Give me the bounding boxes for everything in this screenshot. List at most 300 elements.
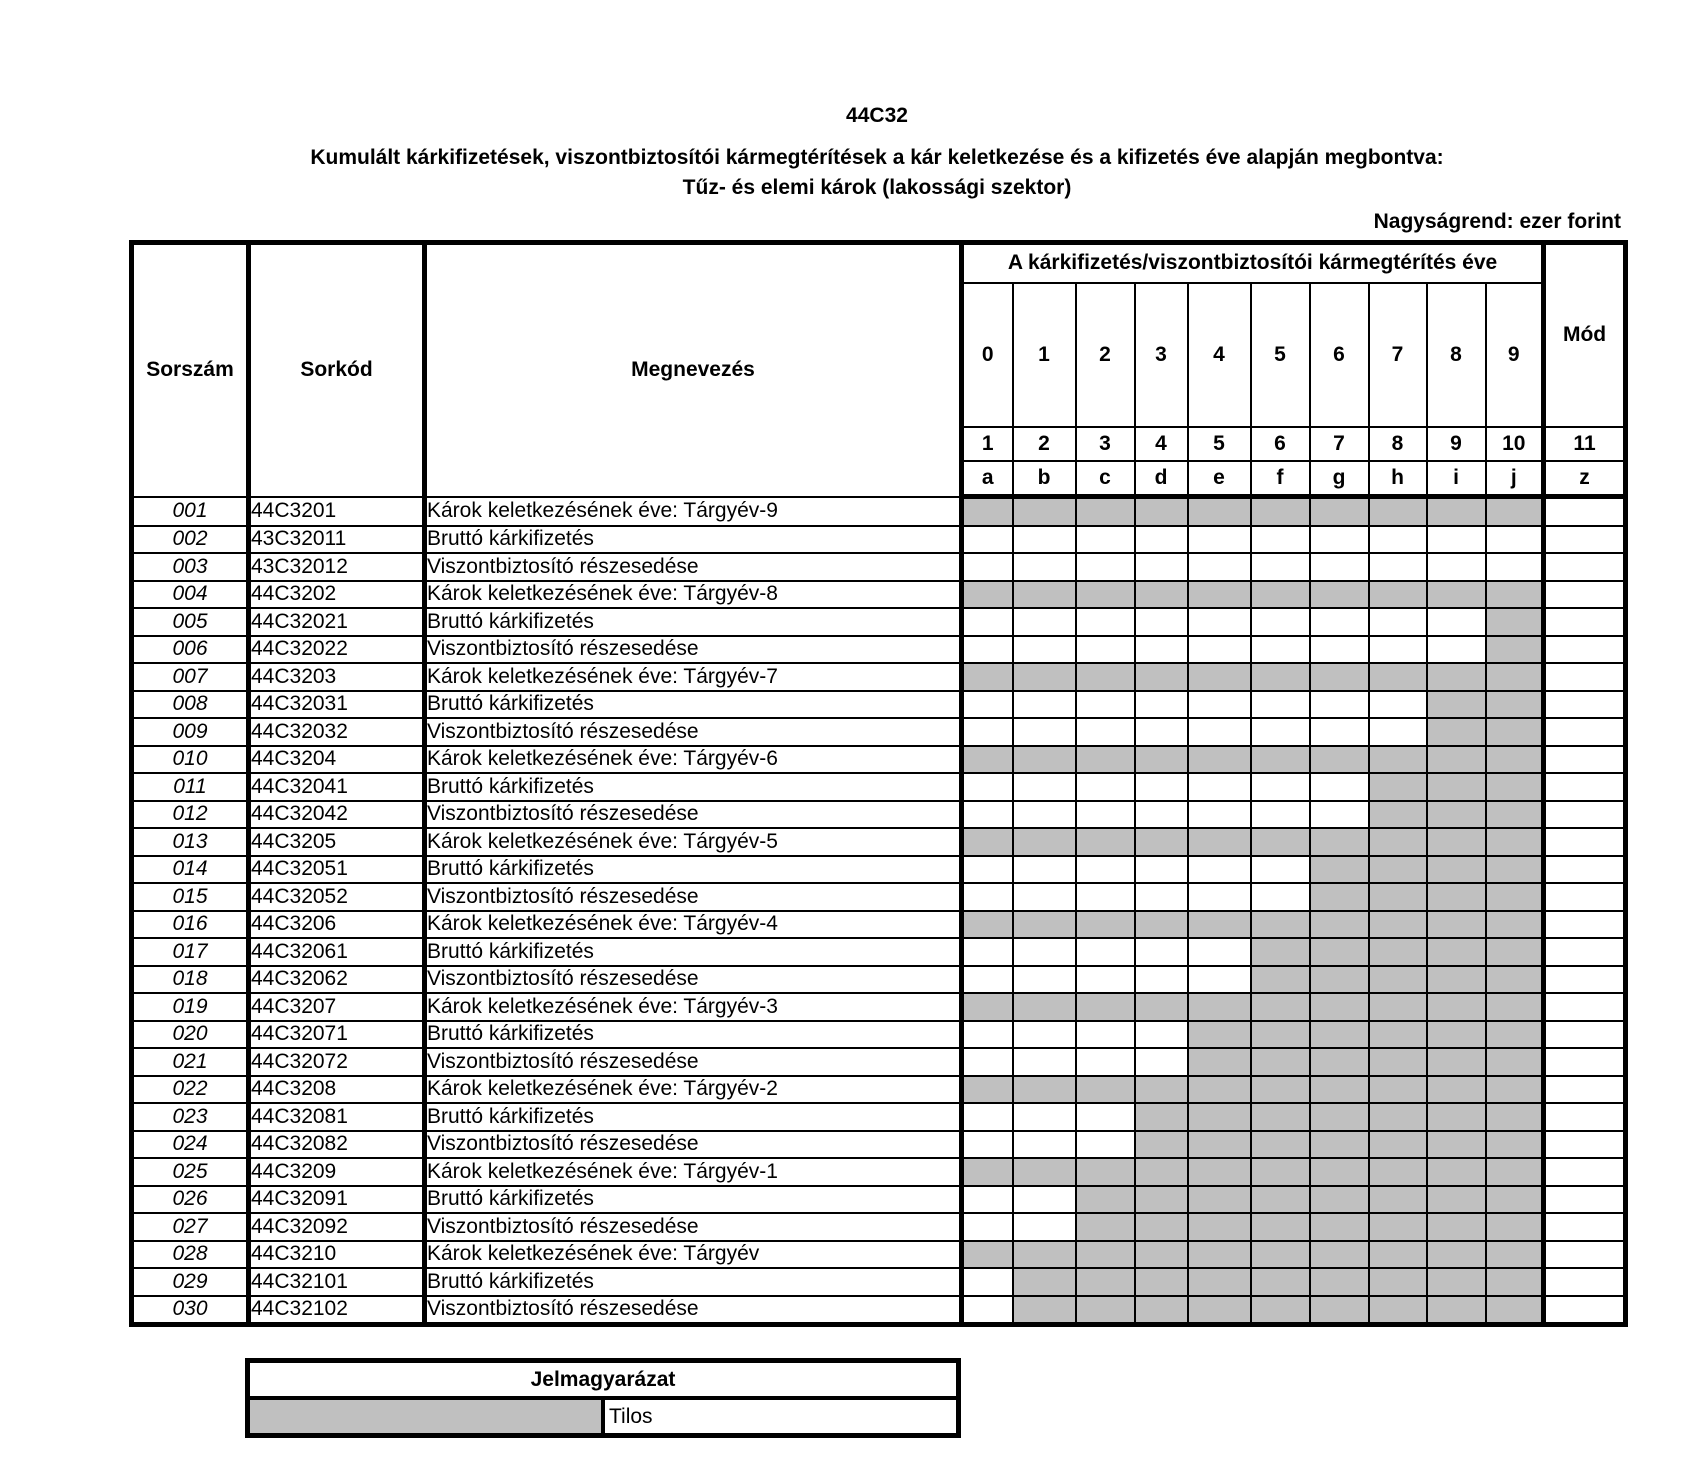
row-megnevezes: Károk keletkezésének éve: Tárgyév (425, 1241, 962, 1269)
input-cell[interactable] (1135, 1048, 1188, 1076)
forbidden-cell (1427, 1076, 1486, 1104)
table-row (132, 1241, 1626, 1269)
row-megnevezes: Viszontbiztosító részesedése (425, 883, 962, 911)
row-sorszam: 001 (132, 497, 249, 526)
input-cell[interactable] (1135, 773, 1188, 801)
forbidden-cell (1135, 1131, 1188, 1159)
forbidden-cell (1251, 1296, 1310, 1325)
header-colnum-8: 9 (1427, 427, 1486, 461)
row-megnevezes: Viszontbiztosító részesedése (425, 1296, 962, 1325)
forbidden-cell (1076, 663, 1135, 691)
input-cell[interactable] (1076, 691, 1135, 719)
header-colnum-1: 2 (1013, 427, 1076, 461)
input-cell[interactable] (1251, 636, 1310, 664)
header-colletter-0: a (962, 461, 1013, 497)
forbidden-cell (1076, 1158, 1135, 1186)
input-cell[interactable] (1013, 553, 1076, 581)
input-cell[interactable] (1486, 553, 1544, 581)
forbidden-cell (962, 497, 1013, 526)
forbidden-cell (962, 911, 1013, 939)
input-cell[interactable] (1013, 526, 1076, 554)
input-cell[interactable] (1076, 883, 1135, 911)
row-sorszam: 004 (132, 581, 249, 609)
table-row (132, 773, 1626, 801)
input-cell[interactable] (1076, 966, 1135, 994)
input-cell[interactable] (1076, 1021, 1135, 1049)
forbidden-cell (1013, 1076, 1076, 1104)
forbidden-cell (1135, 1076, 1188, 1104)
forbidden-cell (1188, 911, 1251, 939)
forbidden-cell (1013, 663, 1076, 691)
forbidden-cell (1427, 966, 1486, 994)
mod-cell[interactable] (1544, 1158, 1626, 1186)
input-cell[interactable] (1076, 608, 1135, 636)
forbidden-cell (1427, 828, 1486, 856)
forbidden-cell (1310, 1076, 1369, 1104)
row-sorkod: 43C32012 (249, 553, 425, 581)
table-row (132, 1186, 1626, 1214)
forbidden-cell (1013, 1158, 1076, 1186)
input-cell[interactable] (1135, 938, 1188, 966)
input-cell[interactable] (962, 801, 1013, 829)
input-cell[interactable] (1310, 636, 1369, 664)
row-sorszam: 018 (132, 966, 249, 994)
input-cell[interactable] (1427, 553, 1486, 581)
mod-cell[interactable] (1544, 1103, 1626, 1131)
forbidden-cell (1076, 1076, 1135, 1104)
input-cell[interactable] (962, 691, 1013, 719)
row-sorszam: 029 (132, 1268, 249, 1296)
row-sorszam: 028 (132, 1241, 249, 1269)
forbidden-cell (1486, 1048, 1544, 1076)
forbidden-cell (1135, 911, 1188, 939)
mod-cell[interactable] (1544, 526, 1626, 554)
header-colnum-7: 8 (1369, 427, 1427, 461)
table-row (132, 911, 1626, 939)
forbidden-cell (1188, 1048, 1251, 1076)
forbidden-cell (1188, 1186, 1251, 1214)
mod-cell[interactable] (1544, 746, 1626, 774)
input-cell[interactable] (1076, 801, 1135, 829)
mod-cell[interactable] (1544, 1021, 1626, 1049)
input-cell[interactable] (962, 1021, 1013, 1049)
row-megnevezes: Bruttó kárkifizetés (425, 938, 962, 966)
forbidden-cell (1310, 1213, 1369, 1241)
forbidden-cell (1486, 691, 1544, 719)
forbidden-cell (1135, 1186, 1188, 1214)
input-cell[interactable] (962, 1131, 1013, 1159)
mod-cell[interactable] (1544, 1048, 1626, 1076)
forbidden-cell (1076, 1296, 1135, 1325)
mod-cell[interactable] (1544, 581, 1626, 609)
input-cell[interactable] (1135, 801, 1188, 829)
row-megnevezes: Bruttó kárkifizetés (425, 1103, 962, 1131)
input-cell[interactable] (1369, 526, 1427, 554)
input-cell[interactable] (1188, 801, 1251, 829)
forbidden-cell (1369, 1158, 1427, 1186)
row-sorszam: 014 (132, 856, 249, 884)
row-sorkod: 44C3208 (249, 1076, 425, 1104)
unit-label: Nagyságrend: ezer forint (1373, 210, 1621, 233)
input-cell[interactable] (1076, 718, 1135, 746)
mod-cell[interactable] (1544, 883, 1626, 911)
forbidden-cell (1251, 911, 1310, 939)
row-megnevezes: Bruttó kárkifizetés (425, 608, 962, 636)
input-cell[interactable] (1369, 718, 1427, 746)
input-cell[interactable] (1427, 636, 1486, 664)
forbidden-cell (1135, 993, 1188, 1021)
input-cell[interactable] (1369, 636, 1427, 664)
table-row (132, 553, 1626, 581)
input-cell[interactable] (1427, 608, 1486, 636)
mod-cell[interactable] (1544, 1241, 1626, 1269)
header-colletter-2: c (1076, 461, 1135, 497)
mod-cell[interactable] (1544, 856, 1626, 884)
forbidden-cell (1486, 718, 1544, 746)
input-cell[interactable] (1188, 526, 1251, 554)
mod-cell[interactable] (1544, 1186, 1626, 1214)
mod-cell[interactable] (1544, 497, 1626, 526)
forbidden-cell (1076, 746, 1135, 774)
input-cell[interactable] (1135, 636, 1188, 664)
input-cell[interactable] (1188, 553, 1251, 581)
input-cell[interactable] (962, 1048, 1013, 1076)
header-colnum-0: 1 (962, 427, 1013, 461)
forbidden-cell (1188, 993, 1251, 1021)
mod-cell[interactable] (1544, 1268, 1626, 1296)
row-sorszam: 021 (132, 1048, 249, 1076)
mod-cell[interactable] (1544, 718, 1626, 746)
input-cell[interactable] (1310, 691, 1369, 719)
input-cell[interactable] (1135, 718, 1188, 746)
input-cell[interactable] (1013, 1213, 1076, 1241)
forbidden-cell (1310, 1131, 1369, 1159)
input-cell[interactable] (1013, 1186, 1076, 1214)
mod-cell[interactable] (1544, 1131, 1626, 1159)
input-cell[interactable] (1251, 883, 1310, 911)
forbidden-cell (1369, 993, 1427, 1021)
input-cell[interactable] (962, 938, 1013, 966)
forbidden-cell (1486, 581, 1544, 609)
input-cell[interactable] (962, 718, 1013, 746)
input-cell[interactable] (1013, 773, 1076, 801)
forbidden-cell (1013, 828, 1076, 856)
forbidden-cell (1135, 1268, 1188, 1296)
input-cell[interactable] (1076, 773, 1135, 801)
forbidden-cell (1486, 608, 1544, 636)
forbidden-cell (1486, 1268, 1544, 1296)
input-cell[interactable] (1369, 608, 1427, 636)
forbidden-cell (1188, 1076, 1251, 1104)
table-row (132, 828, 1626, 856)
input-cell[interactable] (1013, 608, 1076, 636)
input-cell[interactable] (1310, 801, 1369, 829)
mod-cell[interactable] (1544, 1076, 1626, 1104)
input-cell[interactable] (1188, 856, 1251, 884)
mod-cell[interactable] (1544, 993, 1626, 1021)
input-cell[interactable] (962, 1103, 1013, 1131)
input-cell[interactable] (1251, 691, 1310, 719)
mod-cell[interactable] (1544, 773, 1626, 801)
input-cell[interactable] (1135, 883, 1188, 911)
forbidden-cell (1427, 691, 1486, 719)
forbidden-cell (962, 1241, 1013, 1269)
row-megnevezes: Károk keletkezésének éve: Tárgyév-7 (425, 663, 962, 691)
input-cell[interactable] (1188, 691, 1251, 719)
forbidden-cell (1251, 1076, 1310, 1104)
table-row (132, 1021, 1626, 1049)
row-sorszam: 005 (132, 608, 249, 636)
input-cell[interactable] (1076, 1131, 1135, 1159)
input-cell[interactable] (1427, 526, 1486, 554)
input-cell[interactable] (1310, 526, 1369, 554)
forbidden-cell (1135, 1213, 1188, 1241)
row-sorszam: 019 (132, 993, 249, 1021)
forbidden-cell (1188, 746, 1251, 774)
forbidden-cell (1013, 1268, 1076, 1296)
table-row (132, 1158, 1626, 1186)
forbidden-cell (1486, 911, 1544, 939)
forbidden-cell (1135, 828, 1188, 856)
input-cell[interactable] (1013, 1103, 1076, 1131)
input-cell[interactable] (962, 1296, 1013, 1325)
header-colletter-10: z (1544, 461, 1626, 497)
forbidden-cell (1486, 1241, 1544, 1269)
input-cell[interactable] (1369, 553, 1427, 581)
input-cell[interactable] (1013, 1048, 1076, 1076)
row-sorszam: 008 (132, 691, 249, 719)
header-mod: Mód (1544, 243, 1626, 427)
forbidden-cell (1310, 828, 1369, 856)
header-colletter-6: g (1310, 461, 1369, 497)
legend-label-forbidden: Tilos (603, 1398, 959, 1436)
mod-cell[interactable] (1544, 553, 1626, 581)
forbidden-cell (1369, 828, 1427, 856)
input-cell[interactable] (962, 1213, 1013, 1241)
input-cell[interactable] (1188, 773, 1251, 801)
forbidden-cell (1369, 883, 1427, 911)
row-megnevezes: Viszontbiztosító részesedése (425, 1131, 962, 1159)
input-cell[interactable] (1076, 1103, 1135, 1131)
input-cell[interactable] (1188, 938, 1251, 966)
forbidden-cell (1486, 938, 1544, 966)
mod-cell[interactable] (1544, 966, 1626, 994)
header-megnevezes: Megnevezés (425, 243, 962, 497)
input-cell[interactable] (1013, 966, 1076, 994)
mod-cell[interactable] (1544, 938, 1626, 966)
input-cell[interactable] (1310, 718, 1369, 746)
forbidden-cell (1427, 1186, 1486, 1214)
input-cell[interactable] (1076, 526, 1135, 554)
forbidden-cell (1427, 1131, 1486, 1159)
forbidden-cell (1310, 966, 1369, 994)
row-sorkod: 44C32061 (249, 938, 425, 966)
input-cell[interactable] (1251, 801, 1310, 829)
mod-cell[interactable] (1544, 828, 1626, 856)
mod-cell[interactable] (1544, 636, 1626, 664)
input-cell[interactable] (1486, 526, 1544, 554)
form-subtitle: Tűz- és elemi károk (lakossági szektor) (682, 176, 1072, 199)
forbidden-cell (1013, 911, 1076, 939)
input-cell[interactable] (1013, 691, 1076, 719)
input-cell[interactable] (1188, 883, 1251, 911)
input-cell[interactable] (1135, 553, 1188, 581)
row-sorkod: 44C32081 (249, 1103, 425, 1131)
input-cell[interactable] (962, 553, 1013, 581)
input-cell[interactable] (962, 636, 1013, 664)
input-cell[interactable] (1188, 718, 1251, 746)
input-cell[interactable] (1013, 1131, 1076, 1159)
forbidden-cell (1188, 1158, 1251, 1186)
forbidden-cell (1013, 746, 1076, 774)
table-row (132, 1076, 1626, 1104)
row-sorszam: 015 (132, 883, 249, 911)
input-cell[interactable] (1310, 608, 1369, 636)
input-cell[interactable] (962, 883, 1013, 911)
input-cell[interactable] (1013, 636, 1076, 664)
forbidden-cell (1369, 663, 1427, 691)
input-cell[interactable] (962, 526, 1013, 554)
forbidden-cell (1013, 497, 1076, 526)
input-cell[interactable] (1013, 938, 1076, 966)
row-sorkod: 44C32042 (249, 801, 425, 829)
forbidden-cell (1188, 1241, 1251, 1269)
input-cell[interactable] (1188, 608, 1251, 636)
row-sorszam: 023 (132, 1103, 249, 1131)
forbidden-cell (1076, 911, 1135, 939)
table-row (132, 497, 1626, 526)
input-cell[interactable] (1251, 553, 1310, 581)
input-cell[interactable] (1188, 966, 1251, 994)
forbidden-cell (1251, 746, 1310, 774)
input-cell[interactable] (962, 966, 1013, 994)
forbidden-cell (962, 828, 1013, 856)
forbidden-cell (1369, 1103, 1427, 1131)
input-cell[interactable] (1310, 773, 1369, 801)
input-cell[interactable] (962, 773, 1013, 801)
row-megnevezes: Károk keletkezésének éve: Tárgyév-4 (425, 911, 962, 939)
forbidden-cell (1369, 1021, 1427, 1049)
input-cell[interactable] (1369, 691, 1427, 719)
input-cell[interactable] (1135, 691, 1188, 719)
input-cell[interactable] (1251, 526, 1310, 554)
mod-cell[interactable] (1544, 691, 1626, 719)
forbidden-cell (962, 746, 1013, 774)
input-cell[interactable] (1251, 773, 1310, 801)
mod-cell[interactable] (1544, 801, 1626, 829)
forbidden-cell (962, 663, 1013, 691)
input-cell[interactable] (1135, 966, 1188, 994)
table-row (132, 636, 1626, 664)
forbidden-cell (1486, 663, 1544, 691)
row-sorszam: 013 (132, 828, 249, 856)
row-sorszam: 027 (132, 1213, 249, 1241)
forbidden-cell (1135, 1241, 1188, 1269)
input-cell[interactable] (1076, 856, 1135, 884)
input-cell[interactable] (1135, 1021, 1188, 1049)
input-cell[interactable] (962, 608, 1013, 636)
forbidden-cell (1427, 1158, 1486, 1186)
forbidden-cell (1251, 966, 1310, 994)
row-megnevezes: Károk keletkezésének éve: Tárgyév-1 (425, 1158, 962, 1186)
forbidden-cell (1251, 1048, 1310, 1076)
mod-cell[interactable] (1544, 911, 1626, 939)
mod-cell[interactable] (1544, 663, 1626, 691)
row-megnevezes: Bruttó kárkifizetés (425, 691, 962, 719)
row-sorszam: 012 (132, 801, 249, 829)
input-cell[interactable] (1076, 1048, 1135, 1076)
forbidden-cell (1427, 938, 1486, 966)
forbidden-cell (1188, 497, 1251, 526)
forbidden-cell (1486, 1103, 1544, 1131)
header-year-6: 6 (1310, 283, 1369, 427)
forbidden-cell (1369, 1241, 1427, 1269)
input-cell[interactable] (1013, 801, 1076, 829)
row-megnevezes: Bruttó kárkifizetés (425, 1021, 962, 1049)
input-cell[interactable] (1251, 856, 1310, 884)
header-year-0: 0 (962, 283, 1013, 427)
forbidden-cell (1369, 1186, 1427, 1214)
mod-cell[interactable] (1544, 1296, 1626, 1325)
input-cell[interactable] (1135, 856, 1188, 884)
forbidden-cell (1486, 1131, 1544, 1159)
row-megnevezes: Viszontbiztosító részesedése (425, 1213, 962, 1241)
input-cell[interactable] (1076, 938, 1135, 966)
forbidden-cell (1135, 497, 1188, 526)
input-cell[interactable] (1013, 718, 1076, 746)
header-year-8: 8 (1427, 283, 1486, 427)
forbidden-cell (1427, 801, 1486, 829)
mod-cell[interactable] (1544, 608, 1626, 636)
input-cell[interactable] (1251, 718, 1310, 746)
input-cell[interactable] (1310, 553, 1369, 581)
row-megnevezes: Károk keletkezésének éve: Tárgyév-5 (425, 828, 962, 856)
input-cell[interactable] (1135, 526, 1188, 554)
forbidden-cell (1486, 1076, 1544, 1104)
forbidden-cell (1188, 581, 1251, 609)
forbidden-cell (1486, 856, 1544, 884)
forbidden-cell (1076, 497, 1135, 526)
input-cell[interactable] (1188, 636, 1251, 664)
forbidden-cell (1188, 1213, 1251, 1241)
forbidden-cell (1310, 497, 1369, 526)
header-colletter-5: f (1251, 461, 1310, 497)
input-cell[interactable] (962, 856, 1013, 884)
input-cell[interactable] (1251, 608, 1310, 636)
input-cell[interactable] (962, 1268, 1013, 1296)
forbidden-cell (1310, 1268, 1369, 1296)
input-cell[interactable] (1135, 608, 1188, 636)
row-sorkod: 44C32062 (249, 966, 425, 994)
header-colletter-3: d (1135, 461, 1188, 497)
input-cell[interactable] (1076, 636, 1135, 664)
table-row (132, 746, 1626, 774)
table-row (132, 1131, 1626, 1159)
forbidden-cell (962, 1076, 1013, 1104)
input-cell[interactable] (962, 1186, 1013, 1214)
input-cell[interactable] (1076, 553, 1135, 581)
input-cell[interactable] (1013, 856, 1076, 884)
table-row (132, 718, 1626, 746)
forbidden-cell (1369, 801, 1427, 829)
mod-cell[interactable] (1544, 1213, 1626, 1241)
row-sorkod: 44C3205 (249, 828, 425, 856)
row-sorkod: 44C3209 (249, 1158, 425, 1186)
input-cell[interactable] (1013, 1021, 1076, 1049)
input-cell[interactable] (1013, 883, 1076, 911)
forbidden-cell (1076, 1268, 1135, 1296)
row-megnevezes: Károk keletkezésének éve: Tárgyév-2 (425, 1076, 962, 1104)
